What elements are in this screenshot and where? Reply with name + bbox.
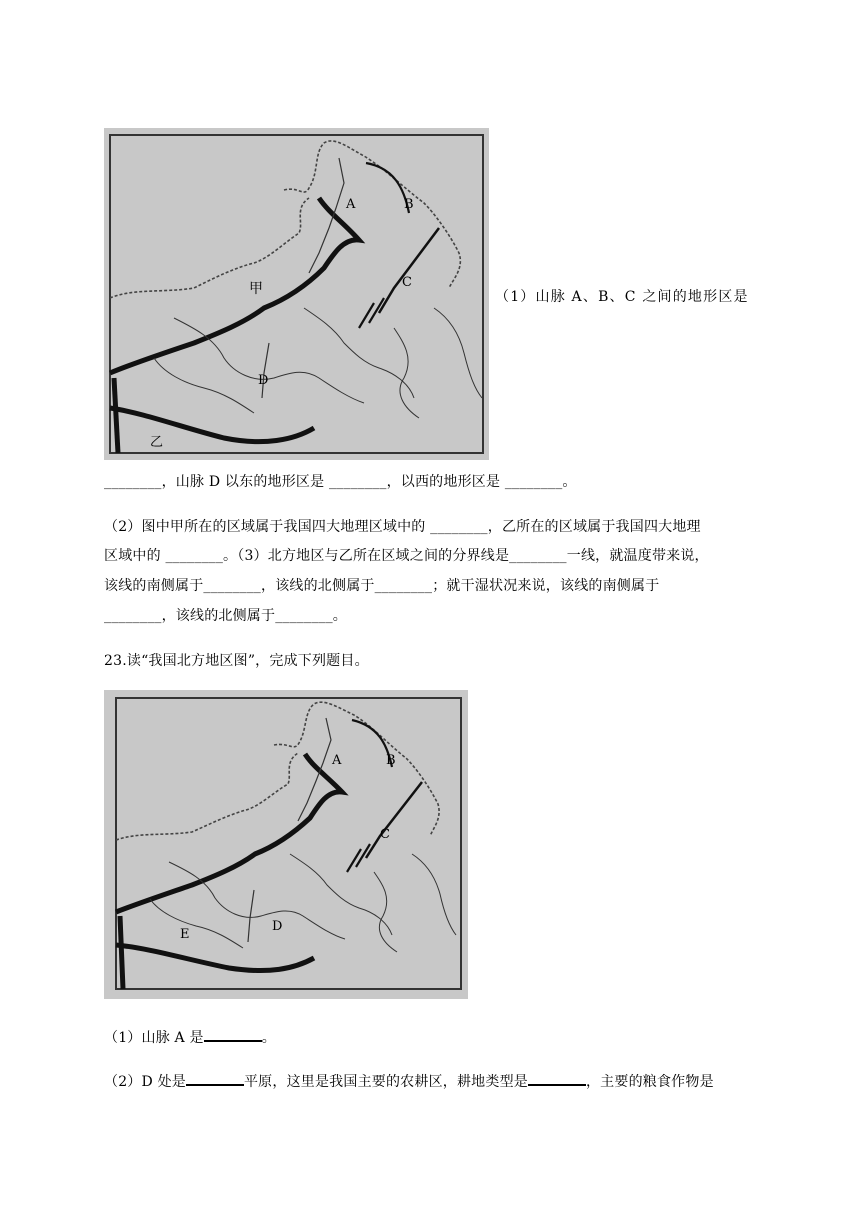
answer-blank[interactable] xyxy=(204,1026,262,1042)
northern-china-map-2 xyxy=(104,690,468,999)
answer-blank[interactable] xyxy=(186,1070,244,1086)
q22-part2-line4: ________，该线的北侧属于________。 xyxy=(104,608,347,624)
label-d: D xyxy=(258,373,269,388)
label-d: D xyxy=(272,919,283,934)
q23-part2 xyxy=(104,1070,714,1092)
q22-part2-line1: （2）图中甲所在的区域属于我国四大地理区域中的 ________，乙所在的区域属于我国四大地理 xyxy=(104,519,701,535)
label-jia: 甲 xyxy=(249,281,263,297)
label-yi: 乙 xyxy=(150,435,164,450)
label-e: E xyxy=(180,927,190,942)
q23-part1-prefix: （1）山脉 A 是 xyxy=(104,1030,204,1046)
label-b: B xyxy=(404,197,414,212)
label-a: A xyxy=(332,753,342,768)
q23-part2-c: ，主要的粮食作物是 xyxy=(585,1074,714,1090)
label-a: A xyxy=(346,197,356,212)
answer-blank[interactable] xyxy=(528,1070,586,1086)
q23-part2-a: （2）D 处是 xyxy=(104,1074,186,1090)
label-b: B xyxy=(386,753,396,768)
map-figure-2 xyxy=(104,690,468,999)
label-c: C xyxy=(402,275,412,290)
q22-part2-line3: 该线的南侧属于________，该线的北侧属于________；就干湿状况来说，该线的南侧属于 xyxy=(104,578,660,594)
q23-title: 23.读“我国北方地区图”，完成下列题目。 xyxy=(104,653,369,669)
q22-part2-line2: 区域中的 ________。（3）北方地区与乙所在区域之间的分界线是________一线，就温度带来说， xyxy=(104,548,709,564)
q22-part1-start: （1）山脉 A、B、C 之间的地形区是 xyxy=(495,289,749,305)
q23-part2-b: 平原，这里是我国主要的农耕区，耕地类型是 xyxy=(243,1074,528,1090)
map-figure-1 xyxy=(104,128,489,460)
q23-part1-suffix: 。 xyxy=(261,1030,276,1046)
q22-part1-continued: ________，山脉 D 以东的地形区是 ________，以西的地形区是 ________。 xyxy=(104,474,577,490)
q23-part1 xyxy=(104,1026,276,1048)
northern-china-map-1 xyxy=(104,128,489,460)
label-c: C xyxy=(380,827,390,842)
